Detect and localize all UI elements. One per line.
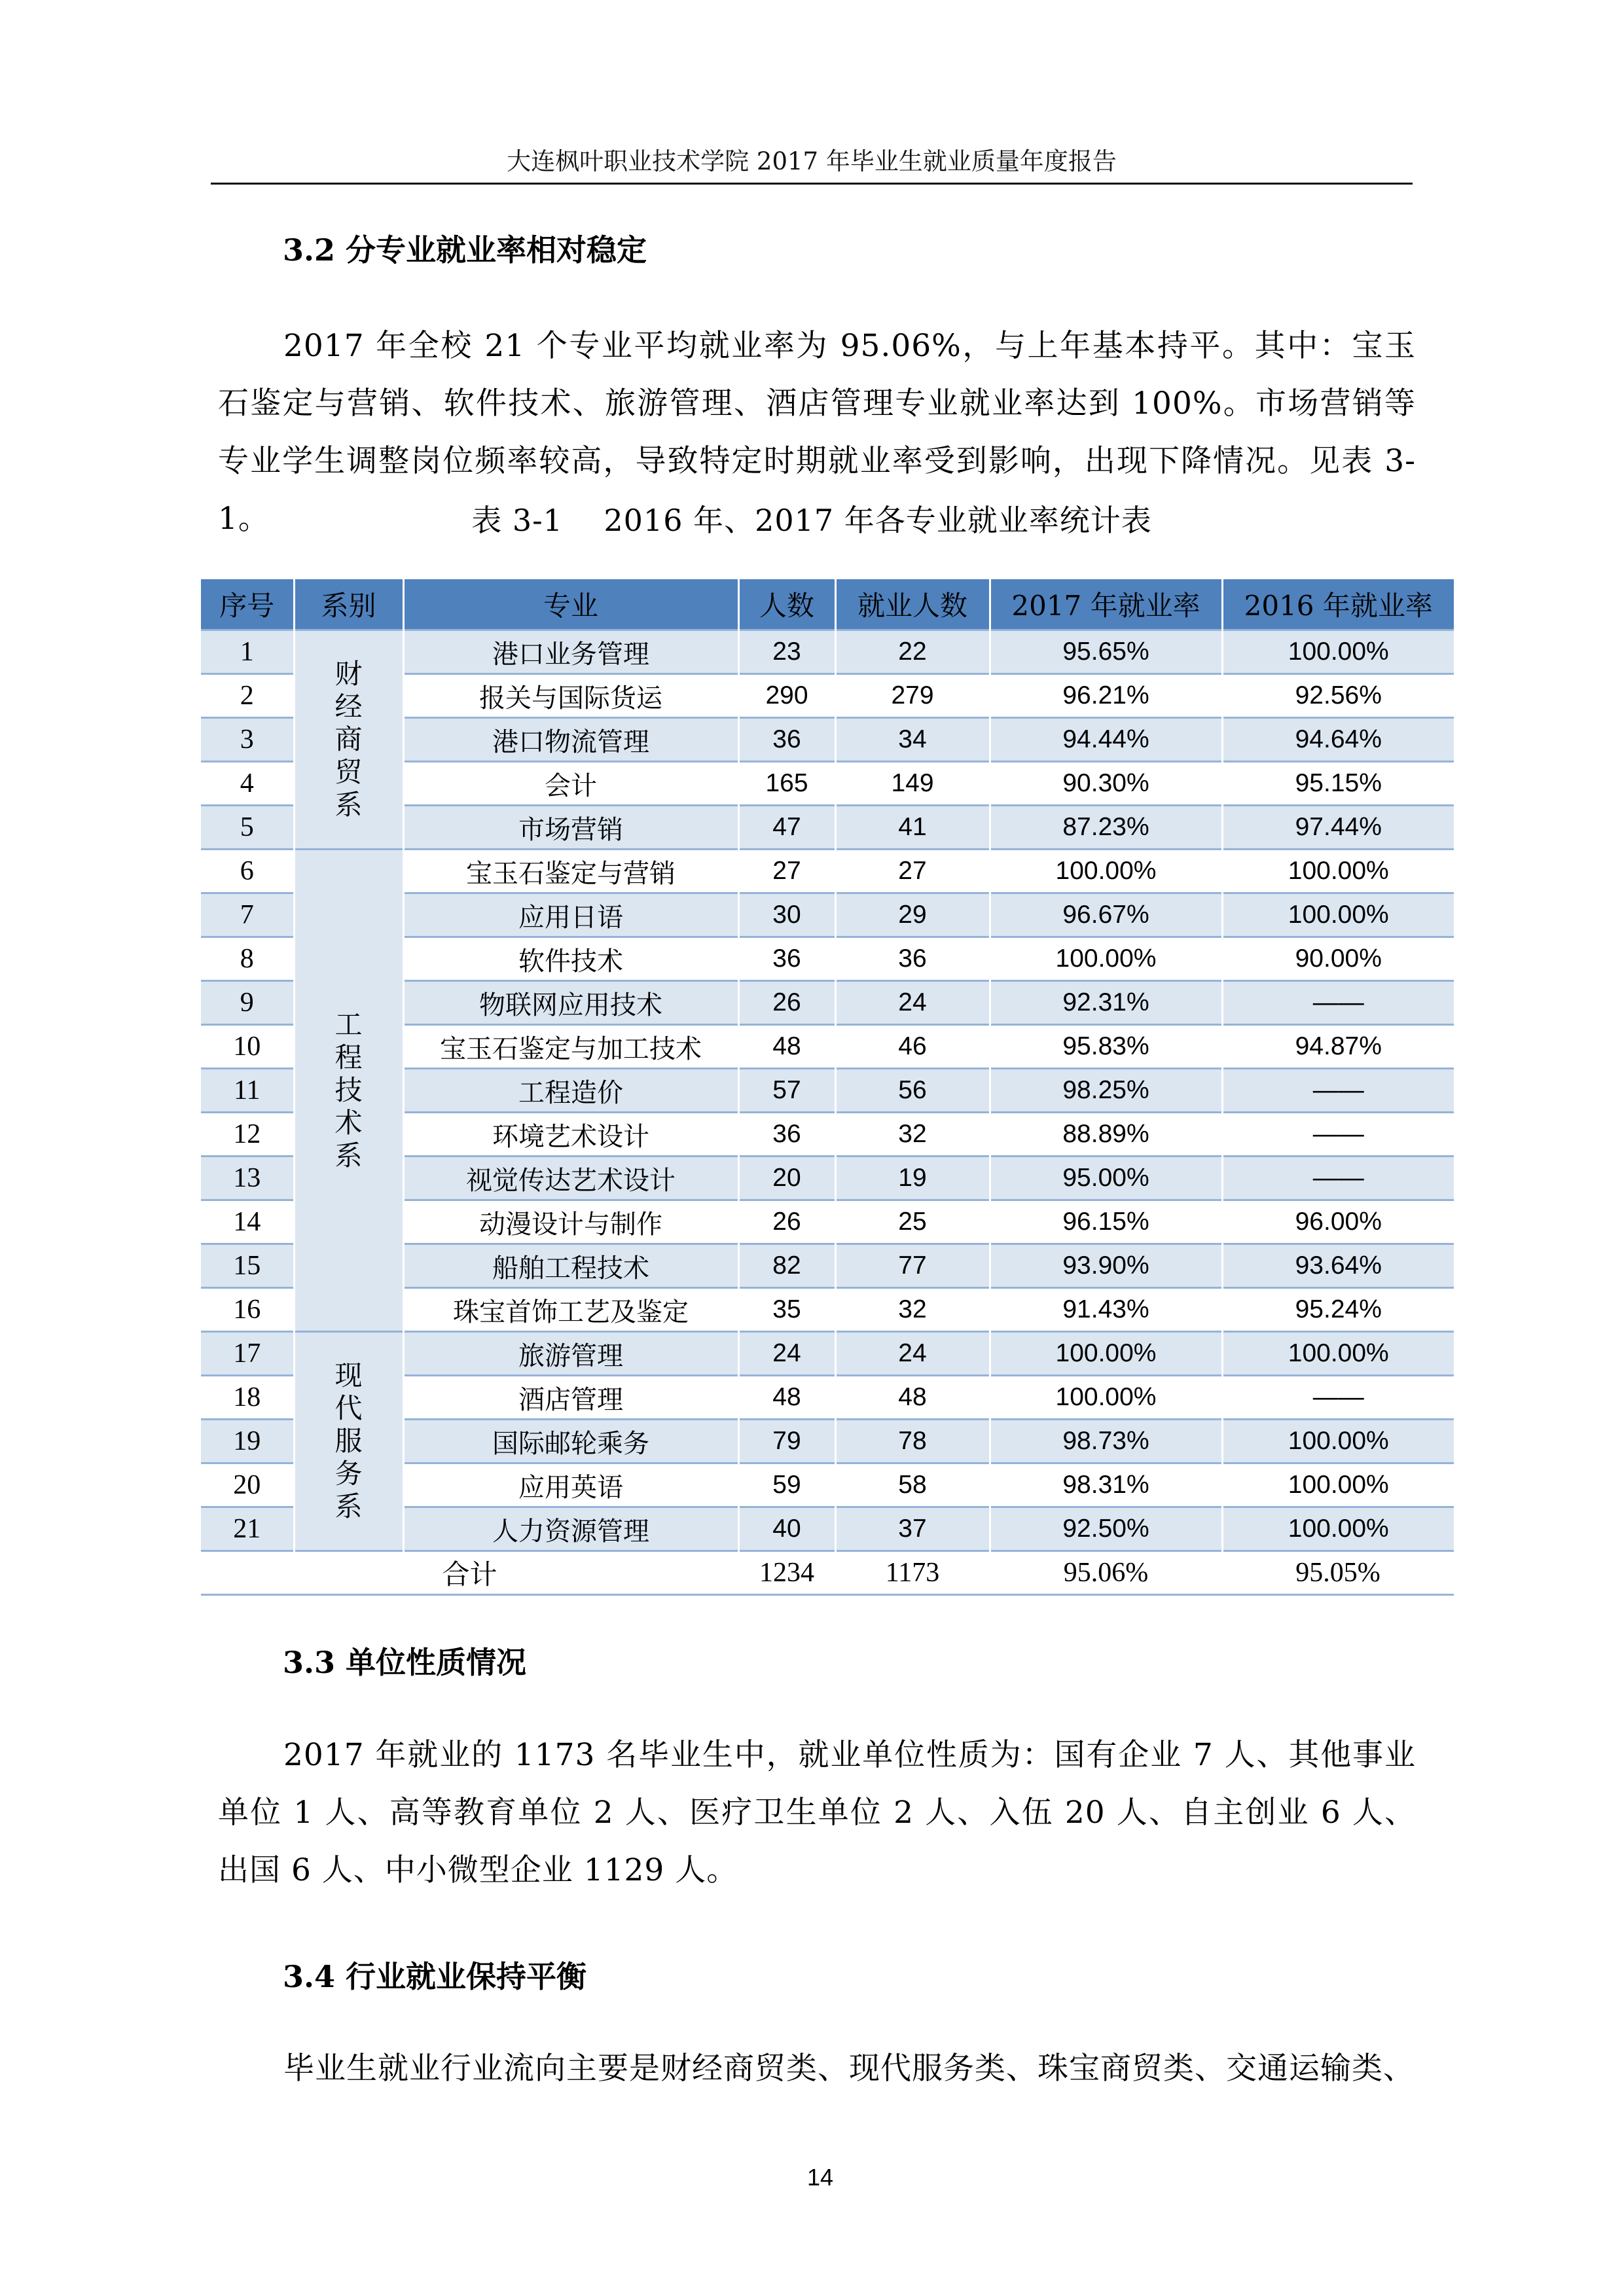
cell-seq: 13 xyxy=(201,1157,294,1200)
cell-seq: 11 xyxy=(201,1069,294,1113)
cell-rate-2017: 92.31% xyxy=(990,981,1222,1025)
cell-rate-2017: 100.00% xyxy=(990,850,1222,893)
cell-major: 软件技术 xyxy=(403,937,738,981)
cell-rate-2016: —— xyxy=(1222,1157,1454,1200)
cell-major: 物联网应用技术 xyxy=(403,981,738,1025)
cell-seq: 6 xyxy=(201,850,294,893)
paragraph-employer-type: 2017 年就业的 1173 名毕业生中，就业单位性质为：国有企业 7 人、其他事业单位 1 人、高等教育单位 2 人、医疗卫生单位 2 人、入伍 20 人、自主创业 6 人、出国 6 人、中小微型企业 1129 人。 xyxy=(218,1737,1416,1888)
cell-seq: 4 xyxy=(201,762,294,806)
cell-rate-2017: 98.25% xyxy=(990,1069,1222,1113)
cell-rate-2017: 100.00% xyxy=(990,1376,1222,1420)
table-header-row xyxy=(201,579,1454,630)
cell-students: 26 xyxy=(738,981,835,1025)
cell-seq: 16 xyxy=(201,1288,294,1332)
cell-employed: 25 xyxy=(835,1200,990,1244)
cell-rate-2016: 92.56% xyxy=(1222,674,1454,718)
header-rate-2016: 2016 年就业率 xyxy=(1222,579,1454,630)
paragraph-industry: 毕业生就业行业流向主要是财经商贸类、现代服务类、珠宝商贸类、交通运输类、 xyxy=(283,2051,1415,2087)
header-rate-2017: 2017 年就业率 xyxy=(990,579,1222,630)
section-heading-3-4: 3.4 行业就业保持平衡 xyxy=(283,1959,587,1994)
cell-rate-2017: 91.43% xyxy=(990,1288,1222,1332)
cell-seq: 3 xyxy=(201,718,294,762)
cell-employed: 32 xyxy=(835,1288,990,1332)
cell-rate-2016: —— xyxy=(1222,981,1454,1025)
total-label: 合计 xyxy=(201,1551,738,1595)
cell-students: 47 xyxy=(738,806,835,850)
table-row xyxy=(201,1332,1454,1376)
cell-major: 国际邮轮乘务 xyxy=(403,1420,738,1463)
cell-students: 30 xyxy=(738,893,835,937)
cell-employed: 149 xyxy=(835,762,990,806)
cell-rate-2016: 93.64% xyxy=(1222,1244,1454,1288)
cell-major: 会计 xyxy=(403,762,738,806)
cell-rate-2017: 95.65% xyxy=(990,630,1222,674)
total-students: 1234 xyxy=(738,1551,835,1595)
cell-seq: 7 xyxy=(201,893,294,937)
table-body xyxy=(201,630,1454,1595)
cell-major: 港口业务管理 xyxy=(403,630,738,674)
cell-seq: 20 xyxy=(201,1463,294,1507)
cell-rate-2016: 100.00% xyxy=(1222,1332,1454,1376)
department-label: 现代服务系 xyxy=(334,1359,363,1522)
cell-employed: 22 xyxy=(835,630,990,674)
cell-students: 36 xyxy=(738,937,835,981)
cell-rate-2017: 92.50% xyxy=(990,1507,1222,1551)
cell-students: 59 xyxy=(738,1463,835,1507)
cell-employed: 279 xyxy=(835,674,990,718)
cell-department xyxy=(294,1332,403,1551)
cell-rate-2017: 95.00% xyxy=(990,1157,1222,1200)
paragraph-major-employment: 2017 年全校 21 个专业平均就业率为 95.06%，与上年基本持平。其中：宝玉石鉴定与营销、软件技术、旅游管理、酒店管理专业就业率达到 100%。市场营销等专业学生调整岗位频率较高，导致特定时期就业率受到影响，出现下降情况。见表 3-1。 xyxy=(218,328,1416,537)
cell-employed: 56 xyxy=(835,1069,990,1113)
cell-major: 旅游管理 xyxy=(403,1332,738,1376)
cell-major: 船舶工程技术 xyxy=(403,1244,738,1288)
cell-seq: 15 xyxy=(201,1244,294,1288)
section-heading-3-2: 3.2 分专业就业率相对稳定 xyxy=(283,232,647,268)
cell-seq: 5 xyxy=(201,806,294,850)
cell-students: 57 xyxy=(738,1069,835,1113)
cell-rate-2016: —— xyxy=(1222,1069,1454,1113)
cell-rate-2016: —— xyxy=(1222,1376,1454,1420)
cell-major: 报关与国际货运 xyxy=(403,674,738,718)
table-row xyxy=(201,850,1454,893)
total-employed: 1173 xyxy=(835,1551,990,1595)
cell-major: 环境艺术设计 xyxy=(403,1113,738,1157)
page-number: 14 xyxy=(806,2164,834,2191)
table-caption: 表 3-1 2016 年、2017 年各专业就业率统计表 xyxy=(471,503,1152,538)
cell-rate-2016: 100.00% xyxy=(1222,1507,1454,1551)
running-header: 大连枫叶职业技术学院 2017 年毕业生就业质量年度报告 xyxy=(507,147,1117,175)
cell-students: 36 xyxy=(738,1113,835,1157)
cell-major: 应用英语 xyxy=(403,1463,738,1507)
department-label: 财经商贸系 xyxy=(334,658,363,821)
section-heading-3-3: 3.3 单位性质情况 xyxy=(283,1645,527,1680)
cell-students: 24 xyxy=(738,1332,835,1376)
cell-major: 工程造价 xyxy=(403,1069,738,1113)
cell-employed: 58 xyxy=(835,1463,990,1507)
cell-employed: 34 xyxy=(835,718,990,762)
cell-rate-2017: 96.21% xyxy=(990,674,1222,718)
cell-rate-2016: 94.87% xyxy=(1222,1025,1454,1069)
cell-major: 人力资源管理 xyxy=(403,1507,738,1551)
cell-employed: 46 xyxy=(835,1025,990,1069)
table-row xyxy=(201,630,1454,674)
cell-seq: 19 xyxy=(201,1420,294,1463)
cell-seq: 21 xyxy=(201,1507,294,1551)
cell-rate-2017: 87.23% xyxy=(990,806,1222,850)
cell-rate-2017: 88.89% xyxy=(990,1113,1222,1157)
cell-major: 应用日语 xyxy=(403,893,738,937)
cell-seq: 17 xyxy=(201,1332,294,1376)
cell-students: 36 xyxy=(738,718,835,762)
cell-major: 宝玉石鉴定与营销 xyxy=(403,850,738,893)
cell-students: 27 xyxy=(738,850,835,893)
cell-students: 79 xyxy=(738,1420,835,1463)
employment-rate-table xyxy=(201,579,1454,1596)
cell-seq: 9 xyxy=(201,981,294,1025)
cell-department xyxy=(294,850,403,1332)
header-students: 人数 xyxy=(738,579,835,630)
cell-students: 82 xyxy=(738,1244,835,1288)
header-employed: 就业人数 xyxy=(835,579,990,630)
cell-rate-2017: 93.90% xyxy=(990,1244,1222,1288)
cell-seq: 18 xyxy=(201,1376,294,1420)
cell-major: 市场营销 xyxy=(403,806,738,850)
cell-seq: 8 xyxy=(201,937,294,981)
cell-major: 视觉传达艺术设计 xyxy=(403,1157,738,1200)
cell-students: 20 xyxy=(738,1157,835,1200)
total-rate2016: 95.05% xyxy=(1222,1551,1454,1595)
header-major: 专业 xyxy=(403,579,738,630)
cell-employed: 19 xyxy=(835,1157,990,1200)
cell-rate-2017: 94.44% xyxy=(990,718,1222,762)
cell-seq: 2 xyxy=(201,674,294,718)
cell-major: 宝玉石鉴定与加工技术 xyxy=(403,1025,738,1069)
cell-students: 48 xyxy=(738,1025,835,1069)
cell-employed: 29 xyxy=(835,893,990,937)
cell-seq: 1 xyxy=(201,630,294,674)
cell-employed: 24 xyxy=(835,981,990,1025)
cell-employed: 24 xyxy=(835,1332,990,1376)
cell-rate-2016: 95.15% xyxy=(1222,762,1454,806)
cell-rate-2016: 97.44% xyxy=(1222,806,1454,850)
cell-employed: 36 xyxy=(835,937,990,981)
cell-major: 港口物流管理 xyxy=(403,718,738,762)
cell-department xyxy=(294,630,403,850)
cell-rate-2017: 90.30% xyxy=(990,762,1222,806)
cell-students: 26 xyxy=(738,1200,835,1244)
cell-rate-2016: 96.00% xyxy=(1222,1200,1454,1244)
department-label: 工程技术系 xyxy=(334,1009,363,1172)
cell-rate-2016: —— xyxy=(1222,1113,1454,1157)
cell-major: 珠宝首饰工艺及鉴定 xyxy=(403,1288,738,1332)
cell-major: 酒店管理 xyxy=(403,1376,738,1420)
table-total-row xyxy=(201,1551,1454,1595)
cell-rate-2017: 96.15% xyxy=(990,1200,1222,1244)
cell-rate-2016: 94.64% xyxy=(1222,718,1454,762)
cell-rate-2017: 100.00% xyxy=(990,937,1222,981)
cell-students: 23 xyxy=(738,630,835,674)
cell-rate-2017: 98.73% xyxy=(990,1420,1222,1463)
cell-rate-2017: 98.31% xyxy=(990,1463,1222,1507)
total-rate2017: 95.06% xyxy=(990,1551,1222,1595)
cell-rate-2016: 100.00% xyxy=(1222,893,1454,937)
cell-employed: 32 xyxy=(835,1113,990,1157)
header-department: 系别 xyxy=(294,579,403,630)
cell-employed: 78 xyxy=(835,1420,990,1463)
cell-seq: 10 xyxy=(201,1025,294,1069)
cell-rate-2017: 100.00% xyxy=(990,1332,1222,1376)
cell-rate-2016: 100.00% xyxy=(1222,1420,1454,1463)
cell-rate-2017: 96.67% xyxy=(990,893,1222,937)
cell-students: 35 xyxy=(738,1288,835,1332)
cell-students: 290 xyxy=(738,674,835,718)
header-seq: 序号 xyxy=(201,579,294,630)
cell-seq: 14 xyxy=(201,1200,294,1244)
cell-seq: 12 xyxy=(201,1113,294,1157)
cell-rate-2017: 95.83% xyxy=(990,1025,1222,1069)
cell-employed: 37 xyxy=(835,1507,990,1551)
cell-students: 48 xyxy=(738,1376,835,1420)
cell-employed: 77 xyxy=(835,1244,990,1288)
cell-employed: 27 xyxy=(835,850,990,893)
cell-employed: 41 xyxy=(835,806,990,850)
cell-rate-2016: 100.00% xyxy=(1222,1463,1454,1507)
cell-rate-2016: 100.00% xyxy=(1222,630,1454,674)
cell-students: 165 xyxy=(738,762,835,806)
cell-major: 动漫设计与制作 xyxy=(403,1200,738,1244)
cell-employed: 48 xyxy=(835,1376,990,1420)
cell-rate-2016: 95.24% xyxy=(1222,1288,1454,1332)
cell-rate-2016: 90.00% xyxy=(1222,937,1454,981)
cell-students: 40 xyxy=(738,1507,835,1551)
cell-rate-2016: 100.00% xyxy=(1222,850,1454,893)
header-rule xyxy=(211,183,1413,185)
